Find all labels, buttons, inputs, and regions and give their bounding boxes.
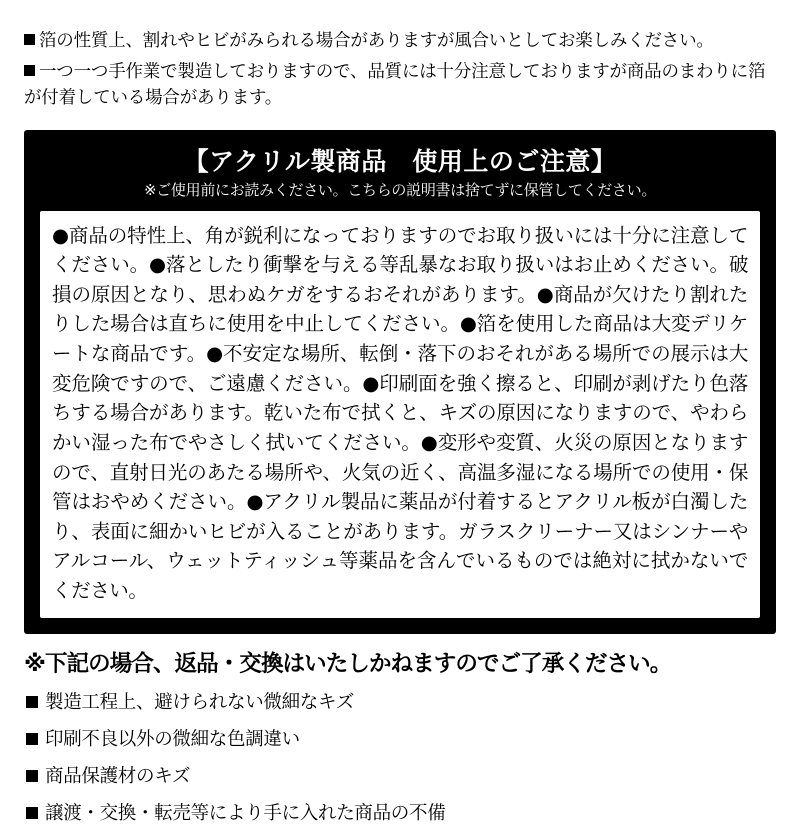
- panel-title: 【アクリル製商品 使用上のご注意】: [183, 146, 617, 176]
- top-notes-section: [24, 28, 776, 112]
- bullet-square-icon: [26, 807, 38, 819]
- return-policy-heading: ※下記の場合、返品・交換はいたしかねますのでご了承ください。: [24, 650, 672, 677]
- list-item-label: 製造工程上、避けられない微細なキズ: [45, 691, 355, 713]
- bullet-square-icon: [24, 65, 35, 76]
- bullet-square-icon: [26, 696, 38, 708]
- acrylic-notice-panel: [24, 130, 776, 634]
- return-policy-list: [24, 691, 776, 827]
- list-item: [24, 802, 776, 827]
- panel-body-text: ●商品の特性上、角が鋭利になっておりますのでお取り扱いには十分に注意してください。●落としたり衝撃を与える等乱暴なお取り扱いはお止めください。破損の原因となり、思わぬケガをするおそれがあります。●商品が欠けたり割れたりした場合は直ちに使用を中止してください。●箔を使用した商品は大変デリケートな商品です。●不安定な場所、転倒・落下のおそれがある場所での展示は大変危険ですので、ご遠慮ください。●印刷面を強く擦ると、印刷が剥げたり色落ちする場合があります。乾いた布で拭くと、キズの原因になりますので、やわらかい湿った布でやさしく拭いてください。●変形や変質、火災の原因となりますので、直射日光のあたる場所や、火気の近く、高温多湿になる場所での使用・保管はおやめください。●アクリル製品に薬品が付着するとアクリル板が白濁したり、表面に細かいヒビが入ることがあります。ガラスクリーナー又はシンナーやアルコール、ウェットティッシュ等薬品を含んでいるものでは絶対に拭かないでください。: [40, 211, 760, 618]
- list-item: [24, 765, 776, 790]
- return-policy-section: [24, 650, 776, 827]
- top-note-item: [24, 28, 776, 55]
- list-item-label: 譲渡・交換・転売等により手に入れた商品の不備: [45, 802, 446, 824]
- bullet-square-icon: [26, 733, 38, 745]
- list-item: [24, 691, 776, 716]
- bullet-square-icon: [24, 34, 35, 45]
- list-item-label: 商品保護材のキズ: [45, 765, 191, 787]
- list-item-label: 印刷不良以外の微細な色調違い: [45, 728, 300, 750]
- top-note-text: 箔の性質上、割れやヒビがみられる場合がありますが風合いとしてお楽しみください。: [39, 31, 714, 51]
- panel-subtitle: ※ご使用前にお読みください。こちらの説明書は捨てずに保管してください。: [143, 181, 657, 200]
- bullet-square-icon: [26, 770, 38, 782]
- top-note-item: [24, 59, 776, 112]
- top-note-text: 一つ一つ手作業で製造しておりますので、品質には十分注意しておりますが商品のまわりに箔が付着している場合があります。: [24, 61, 766, 109]
- list-item: [24, 728, 776, 753]
